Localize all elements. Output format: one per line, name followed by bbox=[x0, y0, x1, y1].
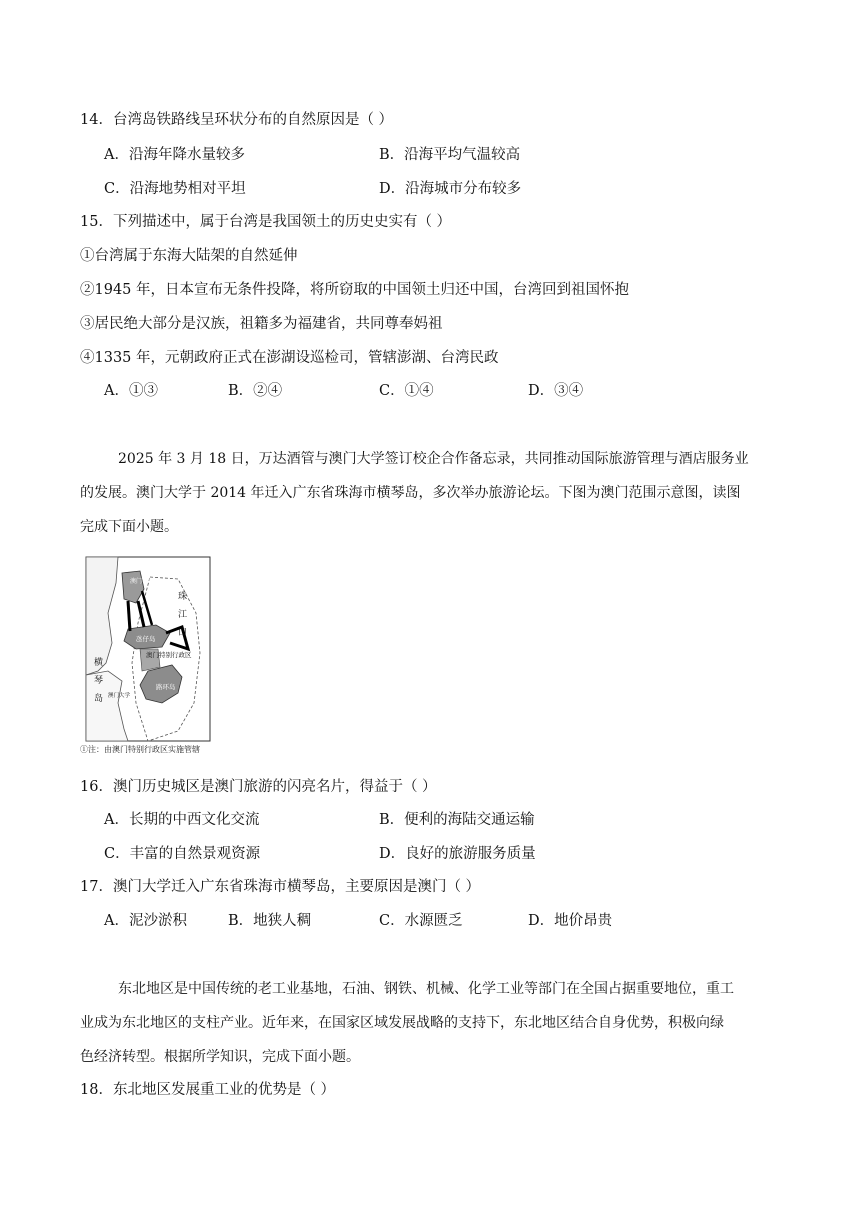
q15-stem: 15．下列描述中，属于台湾是我国领土的历史史实有（ ） bbox=[80, 214, 452, 230]
q17-stem: 17．澳门大学迁入广东省珠海市横琴岛，主要原因是澳门（ ） bbox=[80, 879, 481, 895]
map-label-zhu: 珠 bbox=[178, 592, 188, 602]
map-caption: ①注：由澳门特别行政区实施管辖 bbox=[80, 745, 200, 754]
q15-item-4: ④1335 年，元朝政府正式在澎湖设巡检司，管辖澎湖、台湾民政 bbox=[80, 350, 499, 366]
map-label-coloane: 路环岛 bbox=[156, 683, 176, 691]
northeast-intro-line-1: 东北地区是中国传统的老工业基地，石油、钢铁、机械、化学工业等部门在全国占据重要地位，重工 bbox=[118, 981, 734, 997]
northeast-intro-paragraph bbox=[80, 972, 785, 1074]
q14-stem: 14．台湾岛铁路线呈环状分布的自然原因是（ ） bbox=[80, 112, 394, 128]
q15-option-c: C．①④ bbox=[379, 383, 434, 399]
q16-stem: 16．澳门历史城区是澳门旅游的闪亮名片，得益于（ ） bbox=[80, 779, 437, 795]
northeast-intro-line-3: 色经济转型。根据所学知识，完成下面小题。 bbox=[80, 1049, 360, 1065]
q15-item-3: ③居民绝大部分是汉族，祖籍多为福建省，共同尊奉妈祖 bbox=[80, 316, 443, 332]
q17-option-c: C．水源匮乏 bbox=[379, 913, 463, 929]
q18-stem: 18．东北地区发展重工业的优势是（ ） bbox=[80, 1082, 336, 1098]
q16-option-d: D．良好的旅游服务质量 bbox=[379, 846, 536, 862]
q16-option-a: A．长期的中西文化交流 bbox=[104, 812, 260, 828]
map-label-kou: 口 bbox=[178, 628, 188, 638]
map-label-dao: 岛 bbox=[94, 694, 104, 704]
northeast-intro-line-2: 业成为东北地区的支柱产业。近年来，在国家区域发展战略的支持下，东北地区结合自身优势，积极向绿 bbox=[80, 1015, 724, 1031]
q14-option-a: A．沿海年降水量较多 bbox=[104, 147, 245, 163]
q17-option-a: A．泥沙淤积 bbox=[104, 913, 187, 929]
q14-option-b: B．沿海平均气温较高 bbox=[379, 147, 521, 163]
map-label-jiang: 江 bbox=[178, 610, 188, 620]
q15-option-a: A．①③ bbox=[104, 383, 158, 399]
macau-intro-line-2: 的发展。澳门大学于 2014 年迁入广东省珠海市横琴岛，多次举办旅游论坛。下图为澳门范围示意图，读图 bbox=[80, 485, 741, 501]
map-label-sar: 澳门特别行政区 bbox=[146, 651, 192, 659]
q14-option-d: D．沿海城市分布较多 bbox=[379, 181, 522, 197]
q14-option-c: C．沿海地势相对平坦 bbox=[104, 181, 246, 197]
q17-option-b: B．地狭人稠 bbox=[228, 913, 312, 929]
q15-item-1: ①台湾属于东海大陆架的自然延伸 bbox=[80, 248, 298, 264]
macau-intro-line-3: 完成下面小题。 bbox=[80, 519, 178, 535]
map-label-university: 澳门大学 bbox=[108, 693, 131, 699]
macau-map bbox=[78, 553, 218, 759]
map-label-taipa: 氹仔岛 bbox=[136, 635, 156, 643]
map-label-macau-peninsula: 澳门半岛 bbox=[130, 578, 155, 585]
map-label-qin: 琴 bbox=[94, 676, 104, 686]
q15-option-d: D．③④ bbox=[528, 383, 584, 399]
q17-option-d: D．地价昂贵 bbox=[528, 913, 613, 929]
q15-option-b: B．②④ bbox=[228, 383, 283, 399]
q16-option-c: C．丰富的自然景观资源 bbox=[104, 846, 261, 862]
macau-intro-line-1: 2025 年 3 月 18 日，万达酒管与澳门大学签订校企合作备忘录，共同推动国际旅游管理与酒店服务业 bbox=[118, 451, 749, 467]
q15-item-2: ②1945 年，日本宣布无条件投降，将所窃取的中国领土归还中国，台湾回到祖国怀抱 bbox=[80, 282, 630, 298]
map-label-heng: 横 bbox=[94, 658, 104, 668]
macau-intro-paragraph bbox=[80, 442, 785, 544]
bridge-1 bbox=[128, 601, 130, 631]
q16-option-b: B．便利的海陆交通运输 bbox=[379, 812, 535, 828]
